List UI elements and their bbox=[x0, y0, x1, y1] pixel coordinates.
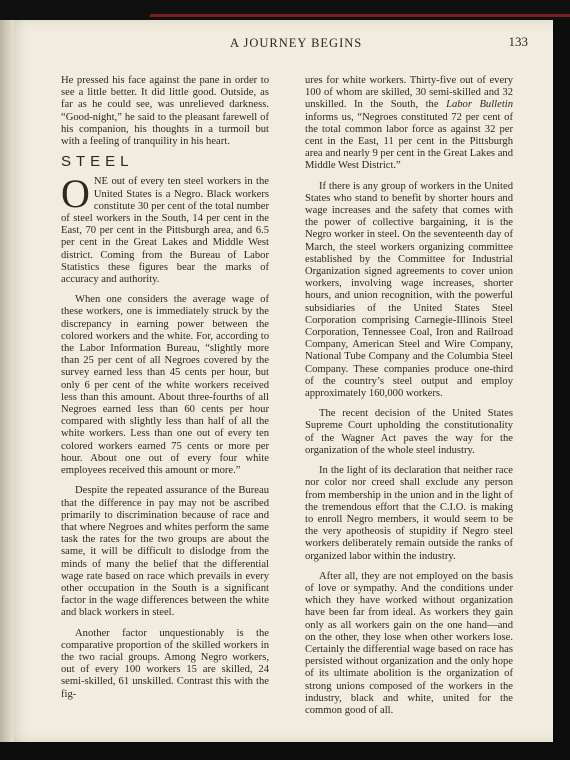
page-gutter bbox=[0, 20, 14, 742]
page-number: 133 bbox=[508, 34, 528, 49]
right-column bbox=[305, 75, 513, 725]
running-head: A JOURNEY BEGINS bbox=[230, 36, 363, 50]
section-title: STEEL bbox=[61, 153, 134, 171]
paragraph: If there is any group of workers in the United States who stand to benefit by shorter hours and wage increases and the safety that comes with the power of collective bargaining, it is the Negro worker in steel. On the seventeenth day of March, the steel workers organizing committee established by the Committee for Industrial Organization signed agreements to cover union workers, involving wage increases, shorter hours, and union recognition, with the powerful subsidiaries of the United States Steel Corporation comprising Carnegie-Illinois Steel Corporation, Tennessee Coal, Iron and Railroad Company, American Steel and Wire Company, National Tube Company and the Columbia Steel Company. These companies produce one-third of the country’s steel output and employ approximately 160,000 workers. bbox=[305, 180, 513, 400]
book-edge-line bbox=[150, 14, 570, 17]
paragraph: When one considers the average wage of these workers, one is immediately struck by the discrepancy in earning power between the colored workers and the white. For, according to the Labor Information Bureau, “slightly more than 25 per cent of all Negroes covered by the survey earned less than 45 cents per hour, but only 6 per cent of the white workers received less than this amount. About three-fourths of all Negroes earned less than 60 cents per hour compared with slightly less than half of all the white workers. Less than one out of every ten colored workers earned 75 cents or more per hour. About one out of every four white employees received this amount or more.” bbox=[61, 294, 269, 477]
paragraph-text: NE out of every ten steel workers in the United States is a Negro. Black workers constitute 30 per cent of the total number of steel workers in the South, 14 per cent in the East, 70 per cent in the Pittsburgh area, and 6.5 per cent in the Great Lakes and Middle West district. Coming from the Bureau of Labor Statistics these figures bear the marks of accuracy and authority. bbox=[61, 176, 269, 286]
bottom-border bbox=[0, 742, 570, 760]
top-border bbox=[0, 0, 570, 20]
publication-title: Labor Bulletin bbox=[446, 99, 514, 111]
paragraph-text: ures for white workers. Thirty-five out of every 100 of whom are skilled, 30 semi-skilled and 32 unskilled. In the South, the bbox=[305, 75, 513, 111]
paragraph: Another factor unquestionably is the comparative proportion of the skilled workers in the two racial groups. Among Negro workers, out of every 100 workers 15 are skilled, 24 semi-skilled, 61 unskilled. Contrast this with the fig- bbox=[61, 627, 269, 700]
paragraph: After all, they are not employed on the basis of love or sympathy. And the conditions under which they have worked without organization have been far from ideal. As workers they gain only as all workers gain on the one hand—and on the other, they lose when other workers lose. Certainly the differential wage based on race has persisted without organization and the only hope of its ultimate abolition is the organization of strong unions composed of the workers in the industry, black and white, united for the common good of all. bbox=[305, 570, 513, 716]
paragraph-text: informs us, “Negroes constituted 72 per cent of the total common labor force as against 32 per cent in the East, 11 per cent in the Pittsburgh area and nearly 9 per cent in the Great Lakes and Middle West District.” bbox=[305, 111, 513, 172]
paragraph: In the light of its declaration that neither race nor color nor creed shall exclude any person from membership in the union and in the light of the tremendous effort that the C.I.O. is making to enroll Negro members, it would seem to be the very apotheosis of stupidity if Negro steel workers deliberately remain outside the ranks of organized labor within the industry. bbox=[305, 465, 513, 562]
drop-cap: O bbox=[61, 171, 90, 217]
paragraph bbox=[305, 75, 513, 173]
paragraph: Despite the repeated assurance of the Bureau that the difference in pay may not be ascribed primarily to discrimination because of race and that where Negroes and whites perform the same task the rates for the two groups are about the same, it will be difficult to dislodge from the minds of many the belief that the differential wage rate based on race which prevails in every other occupation in the South is a significant factor in the wage differences between the white and black workers in steel. bbox=[61, 485, 269, 619]
right-border bbox=[553, 20, 570, 742]
dropcap-paragraph bbox=[61, 171, 269, 286]
paragraph: He pressed his face against the pane in order to see a little better. It did little good. Outside, as far as he could see, was unrelieved darkness. “Good-night,” he said to the pleasant farewell of his companion, his thoughts in a turmoil but with a feeling of tranquility in his heart. bbox=[61, 75, 269, 148]
paragraph: The recent decision of the United States Supreme Court upholding the constitutionality of the Wagner Act paves the way for the organization of the whole steel industry. bbox=[305, 408, 513, 456]
left-column bbox=[61, 75, 269, 709]
